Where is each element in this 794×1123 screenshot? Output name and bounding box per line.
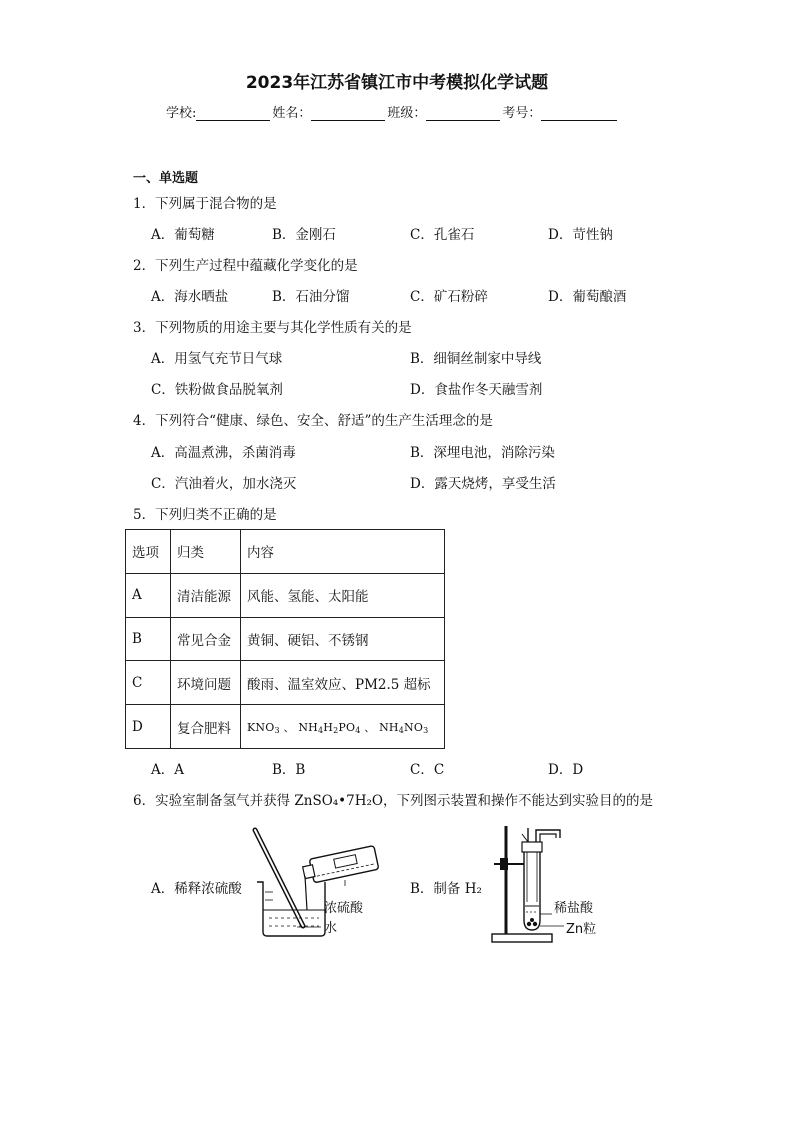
name-label: 姓名： [272,106,312,121]
name-blank[interactable] [311,106,385,121]
q6-option-b: B．制备 H₂ [410,881,482,897]
student-info-line [166,102,619,121]
class-blank[interactable] [426,106,500,121]
label-zinc: Zn粒 [566,922,597,937]
hydrogen-generator-figure [488,822,618,948]
table-header-cell: 内容 [241,530,445,574]
table-header-cell: 选项 [126,530,171,574]
q3-option-a: A．用氢气充节日气球 [151,351,283,367]
table-cell: 环境问题 [171,661,241,705]
classification-table [125,529,445,749]
compound-fertilizer-formulas: $KNO_3$ 、 $NH_4H_2PO_4$ 、 $NH_4NO_3$ [241,705,445,749]
table-cell: B [126,617,171,661]
q3-option-b: B．细铜丝制家中导线 [410,351,542,367]
q3-option-d: D．食盐作冬天融雪剂 [410,382,543,398]
beaker-icon [257,882,325,936]
q2-option-a: A．海水晒盐 [151,289,229,305]
label-concentrated-acid: 浓硫酸 [324,901,364,916]
q3-option-c: C．铁粉做食品脱氧剂 [151,382,283,398]
table-cell: 复合肥料 [171,705,241,749]
school-label: 学校: [166,106,197,121]
question-2: 2．下列生产过程中蕴藏化学变化的是 [133,258,358,274]
table-cell: A [126,573,171,617]
table-row [126,705,445,749]
q2-option-c: C．矿石粉碎 [410,289,488,305]
table-cell: C [126,661,171,705]
test-tube-icon [524,846,540,930]
q1-option-a: A．葡萄糖 [151,227,215,243]
question-3: 3．下列物质的用途主要与其化学性质有关的是 [133,320,412,336]
q1-option-b: B．金刚石 [272,227,336,243]
number-label: 考号： [502,106,542,121]
number-blank[interactable] [541,106,617,121]
section-heading: 一、单选题 [133,171,199,186]
q5-option-c: C．C [410,762,445,778]
q4-option-a: A．高温煮沸，杀菌消毒 [151,445,296,461]
q4-option-b: B．深埋电池，消除污染 [410,445,555,461]
zinc-granule-icon [527,922,531,926]
q1-option-d: D．苛性钠 [548,227,613,243]
iron-stand-base-icon [492,934,552,942]
question-5: 5．下列归类不正确的是 [133,507,277,523]
table-cell: 酸雨、温室效应、PM2.5 超标 [241,661,445,705]
table-cell: 常见合金 [171,617,241,661]
table-row [126,661,445,705]
q4-option-d: D．露天烧烤，享受生活 [410,476,556,492]
class-label: 班级： [387,106,427,121]
table-cell: D [126,705,171,749]
question-1: 1．下列属于混合物的是 [133,196,277,212]
q4-option-c: C．汽油着火，加水浇灭 [151,476,297,492]
q6-option-a: A．稀释浓硫酸 [151,881,242,897]
q2-option-d: D．葡萄酿酒 [548,289,627,305]
table-cell: 清洁能源 [171,573,241,617]
q5-option-d: D．D [548,762,584,778]
label-water: 水 [324,921,338,936]
q2-option-b: B．石油分馏 [272,289,350,305]
question-6: 6．实验室制备氢气并获得 ZnSO₄•7H₂O，下列图示装置和操作不能达到实验目的的是 [133,793,653,809]
label-dilute-hcl: 稀盐酸 [554,901,594,916]
table-row [126,573,445,617]
table-header-cell: 归类 [171,530,241,574]
table-cell: 黄铜、硬铝、不锈钢 [241,617,445,661]
dilution-apparatus-figure [245,826,405,946]
q5-option-b: B．B [272,762,306,778]
q5-option-a: A．A [151,762,184,778]
page-title: 2023年江苏省镇江市中考模拟化学试题 [245,73,549,93]
q1-option-c: C．孔雀石 [410,227,475,243]
table-cell: 风能、氢能、太阳能 [241,573,445,617]
table-row [126,617,445,661]
table-header-row [126,530,445,574]
school-blank[interactable] [196,106,270,121]
reagent-bottle-icon [301,846,378,885]
question-4: 4．下列符合“健康、绿色、安全、舒适”的生产生活理念的是 [133,413,493,429]
